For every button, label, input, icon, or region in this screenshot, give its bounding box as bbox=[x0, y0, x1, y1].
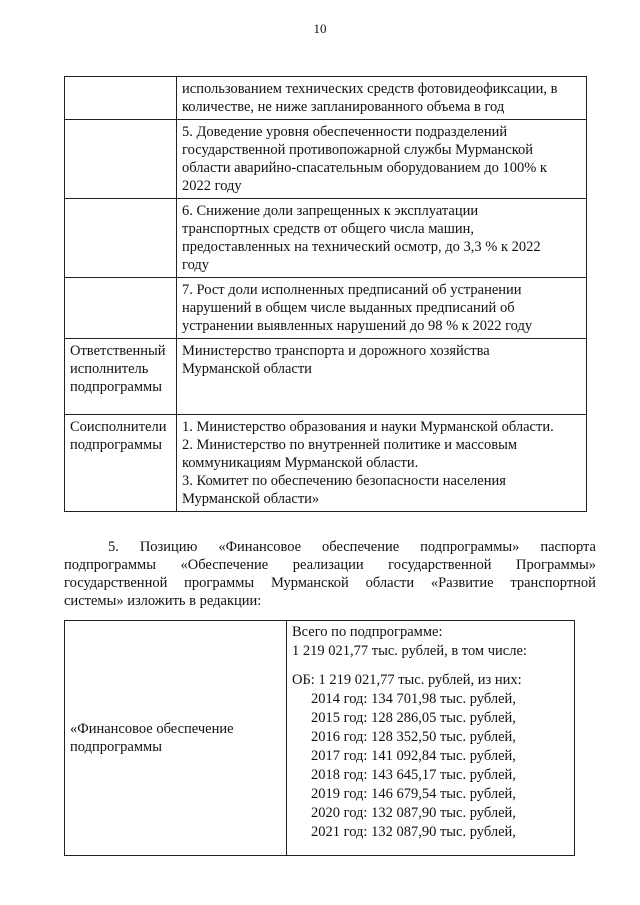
row-label-line: Соисполнители bbox=[70, 419, 167, 435]
row-value-line: 3. Комитет по обеспечению безопасности населения bbox=[182, 473, 506, 489]
financing-values-cell bbox=[287, 621, 575, 856]
paragraph-word: обеспечение bbox=[322, 539, 400, 555]
paragraph-word: области bbox=[365, 575, 415, 591]
paragraph-word: реализации bbox=[292, 557, 364, 573]
row-value-line: коммуникациям Мурманской области. bbox=[182, 455, 419, 471]
paragraph-word: подпрограммы bbox=[64, 557, 156, 573]
row-label-cell bbox=[65, 199, 177, 278]
row-value-line: 6. Снижение доли запрещенных к эксплуатации bbox=[182, 203, 479, 219]
row-value-cell bbox=[177, 199, 587, 278]
paragraph-word: государственной bbox=[388, 557, 492, 573]
year-funding-line: 2021 год: 132 087,90 тыс. рублей, bbox=[311, 824, 516, 840]
year-funding-line: 2016 год: 128 352,50 тыс. рублей, bbox=[311, 729, 516, 745]
row-value-line: области аварийно-спасательным оборудованием до 100% к bbox=[182, 160, 547, 176]
row-label-line: подпрограммы bbox=[70, 437, 162, 453]
row-label-cell bbox=[65, 278, 177, 339]
paragraph-line bbox=[64, 556, 596, 574]
paragraph-line bbox=[64, 538, 596, 556]
row-label-line: Ответственный bbox=[70, 343, 166, 359]
paragraph-word: программы bbox=[184, 575, 255, 591]
row-label-line: подпрограммы bbox=[70, 379, 162, 395]
row-value-cell bbox=[177, 278, 587, 339]
paragraph-word: «Финансовое bbox=[218, 539, 302, 555]
table-row bbox=[65, 77, 587, 120]
paragraph-word: подпрограммы» bbox=[420, 539, 520, 555]
paragraph-word: паспорта bbox=[540, 539, 596, 555]
row-value-line: Мурманской области» bbox=[182, 491, 320, 507]
row-value-line: количестве, не ниже запланированного объема в год bbox=[182, 99, 505, 115]
paragraph-word: Мурманской bbox=[270, 575, 349, 591]
table-row bbox=[65, 339, 587, 415]
row-label-line: исполнитель bbox=[70, 361, 149, 377]
row-label-cell bbox=[65, 415, 177, 512]
financing-table bbox=[64, 620, 575, 856]
row-value-line: нарушений в общем числе выданных предписаний об bbox=[182, 300, 515, 316]
table-row bbox=[65, 415, 587, 512]
paragraph-word: системы» изложить в редакции: bbox=[64, 593, 262, 609]
row-value-line: использованием технических средств фотовидеофиксации, в bbox=[182, 81, 558, 97]
paragraph-word: транспортной bbox=[510, 575, 596, 591]
year-funding-line: 2020 год: 132 087,90 тыс. рублей, bbox=[311, 805, 516, 821]
row-value-line: транспортных средств от общего числа машин, bbox=[182, 221, 475, 237]
row-label-cell bbox=[65, 339, 177, 415]
paragraph-word: 5. bbox=[108, 539, 119, 555]
financing-label-cell bbox=[65, 621, 287, 856]
row-value-line: Министерство транспорта и дорожного хозяйства bbox=[182, 343, 490, 359]
row-value-line: 5. Доведение уровня обеспеченности подразделений bbox=[182, 124, 508, 140]
row-label-cell bbox=[65, 77, 177, 120]
row-value-line: 7. Рост доли исполненных предписаний об устранении bbox=[182, 282, 522, 298]
row-value-cell bbox=[177, 120, 587, 199]
subprogram-passport-table-continued bbox=[64, 76, 587, 512]
paragraph-word: государственной bbox=[64, 575, 168, 591]
year-funding-line: 2017 год: 141 092,84 тыс. рублей, bbox=[311, 748, 516, 764]
row-value-line: предоставленных на технический осмотр, до 3,3 % к 2022 bbox=[182, 239, 541, 255]
table-row bbox=[65, 120, 587, 199]
row-value-line: государственной противопожарной службы Мурманской bbox=[182, 142, 534, 158]
total-label: Всего по подпрограмме: bbox=[292, 624, 443, 640]
paragraph-word: «Развитие bbox=[430, 575, 494, 591]
year-funding-line: 2018 год: 143 645,17 тыс. рублей, bbox=[311, 767, 516, 783]
page-number: 10 bbox=[313, 21, 327, 36]
financing-label-line: подпрограммы bbox=[70, 739, 162, 755]
paragraph-word: Программы» bbox=[516, 557, 596, 573]
row-value-line: 2. Министерство по внутренней политике и массовым bbox=[182, 437, 517, 453]
year-funding-line: 2019 год: 146 679,54 тыс. рублей, bbox=[311, 786, 516, 802]
row-value-line: 1. Министерство образования и науки Мурманской области. bbox=[182, 419, 554, 435]
paragraph-line bbox=[64, 574, 596, 592]
amendment-paragraph bbox=[64, 538, 596, 610]
financing-row bbox=[65, 621, 575, 856]
row-value-cell bbox=[177, 77, 587, 120]
row-value-cell bbox=[177, 415, 587, 512]
year-funding-line: 2014 год: 134 701,98 тыс. рублей, bbox=[311, 691, 516, 707]
row-value-line: устранении выявленных нарушений до 98 % к 2022 году bbox=[182, 318, 533, 334]
table-row bbox=[65, 199, 587, 278]
paragraph-line bbox=[64, 592, 596, 610]
row-label-cell bbox=[65, 120, 177, 199]
paragraph-word: Позицию bbox=[139, 539, 198, 555]
row-value-line: Мурманской области bbox=[182, 361, 312, 377]
row-value-line: году bbox=[182, 257, 210, 273]
paragraph-word: «Обеспечение bbox=[180, 557, 269, 573]
year-funding-line: 2015 год: 128 286,05 тыс. рублей, bbox=[311, 710, 516, 726]
ob-line: ОБ: 1 219 021,77 тыс. рублей, из них: bbox=[292, 672, 522, 688]
financing-label-line: «Финансовое обеспечение bbox=[70, 721, 234, 737]
row-value-line: 2022 году bbox=[182, 178, 242, 194]
row-value-cell bbox=[177, 339, 587, 415]
total-value: 1 219 021,77 тыс. рублей, в том числе: bbox=[292, 643, 527, 659]
table-row bbox=[65, 278, 587, 339]
